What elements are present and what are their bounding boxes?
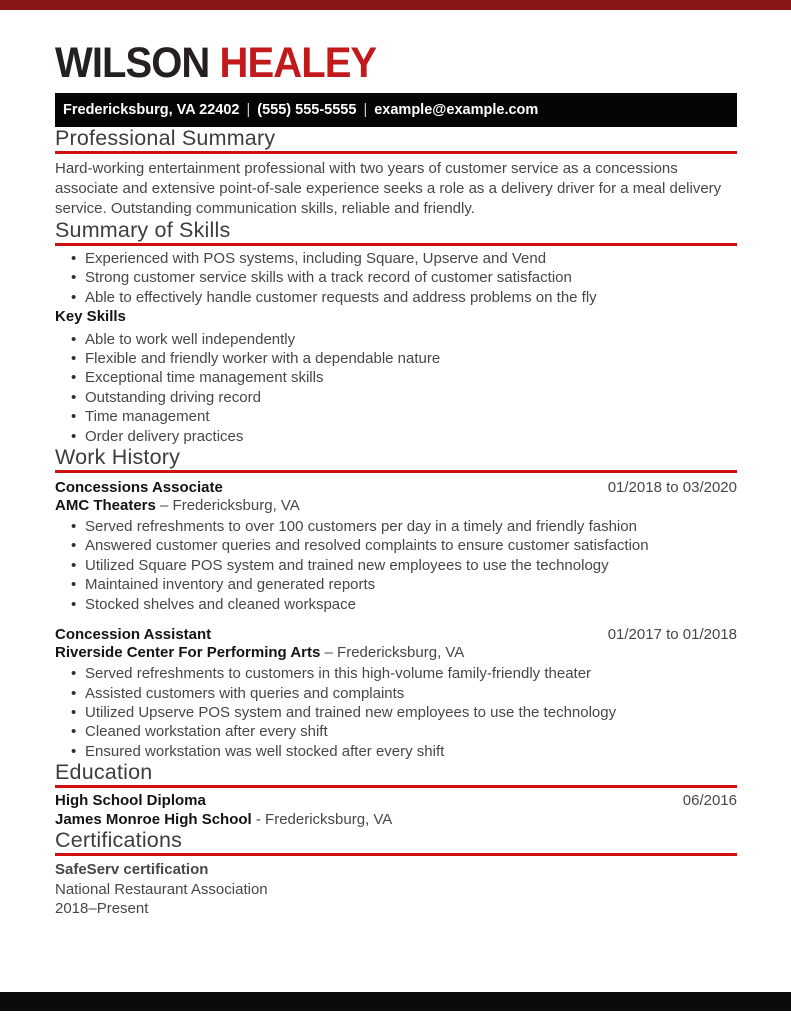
- list-item: • Utilized Square POS system and trained new employees to use the technology: [55, 556, 737, 575]
- list-item: • Order delivery practices: [55, 427, 737, 446]
- list-item: • Assisted customers with queries and complaints: [55, 684, 737, 703]
- skills-bullet-list: [55, 249, 737, 307]
- certification-period: 2018–Present: [55, 899, 149, 917]
- job-employer: Riverside Center For Performing Arts: [55, 644, 321, 662]
- contact-phone: (555) 555-5555: [257, 102, 357, 118]
- job-location: Fredericksburg, VA: [172, 497, 300, 515]
- education-school: James Monroe High School: [55, 811, 252, 829]
- key-skills-bullet-list: [55, 330, 737, 446]
- education-header-row: [55, 792, 737, 810]
- job-employer-line: [55, 644, 737, 662]
- education-location: Fredericksburg, VA: [265, 811, 393, 829]
- list-item: • Served refreshments to over 100 customers per day in a timely and friendly fashion: [55, 517, 737, 536]
- job-dates: 01/2018 to 03/2020: [607, 479, 737, 497]
- candidate-first-name: WILSON: [55, 39, 210, 87]
- job-title: Concession Assistant: [55, 626, 212, 644]
- section-title-education: Education: [55, 761, 737, 788]
- list-item: • Strong customer service skills with a track record of customer satisfaction: [55, 268, 737, 287]
- bottom-footer-bar: [0, 992, 791, 1011]
- list-item: • Maintained inventory and generated reports: [55, 575, 737, 594]
- job-header-row: [55, 626, 737, 644]
- job-header-row: [55, 479, 737, 497]
- job-entry: [55, 626, 737, 761]
- job-title: Concessions Associate: [55, 479, 223, 497]
- section-title-work-history: Work History: [55, 446, 737, 473]
- job-employer: AMC Theaters: [55, 497, 156, 515]
- certification-name: SafeServ certification: [55, 861, 209, 879]
- list-item: • Able to work well independently: [55, 330, 737, 349]
- list-item: • Experienced with POS systems, including Square, Upserve and Vend: [55, 249, 737, 268]
- job-bullet-list: [55, 517, 737, 614]
- job-dates: 01/2017 to 01/2018: [607, 626, 737, 644]
- section-title-certifications: Certifications: [55, 829, 737, 856]
- school-location-separator: -: [255, 811, 261, 829]
- professional-summary-text: Hard-working entertainment professional with two years of customer service as a concessions associate and extensive point-of-sale experience seeks a role as a delivery driver for a meal delivery service. Outstanding communication skills, reliable and friendly.: [55, 160, 722, 217]
- employer-location-separator: –: [324, 644, 333, 662]
- key-skills-label: Key Skills: [55, 308, 126, 326]
- education-school-line: [55, 811, 737, 829]
- candidate-last-name: HEALEY: [219, 39, 377, 87]
- list-item: • Flexible and friendly worker with a dependable nature: [55, 349, 737, 368]
- list-item: • Outstanding driving record: [55, 388, 737, 407]
- contact-bar: [55, 93, 737, 127]
- education-entry: [55, 792, 737, 829]
- list-item: • Able to effectively handle customer requests and address problems on the fly: [55, 288, 737, 307]
- list-item: • Time management: [55, 407, 737, 426]
- list-item: • Exceptional time management skills: [55, 368, 737, 387]
- list-item: • Answered customer queries and resolved complaints to ensure customer satisfaction: [55, 536, 737, 555]
- list-item: • Ensured workstation was well stocked after every shift: [55, 742, 737, 761]
- candidate-name: [55, 40, 689, 87]
- list-item: • Cleaned workstation after every shift: [55, 722, 737, 741]
- contact-location: Fredericksburg, VA 22402: [63, 102, 240, 118]
- contact-email: example@example.com: [374, 102, 539, 118]
- employer-location-separator: –: [160, 497, 169, 515]
- section-title-professional-summary: Professional Summary: [55, 127, 737, 154]
- list-item: • Served refreshments to customers in this high-volume family-friendly theater: [55, 664, 737, 683]
- section-title-summary-of-skills: Summary of Skills: [55, 219, 737, 246]
- job-entry: [55, 479, 737, 614]
- job-employer-line: [55, 497, 737, 515]
- list-item: • Stocked shelves and cleaned workspace: [55, 595, 737, 614]
- contact-separator: |: [246, 102, 251, 118]
- education-degree: High School Diploma: [55, 792, 206, 810]
- education-date: 06/2016: [682, 792, 737, 810]
- list-item: • Utilized Upserve POS system and trained new employees to use the technology: [55, 703, 737, 722]
- certification-entry: [55, 860, 737, 918]
- top-accent-bar: [0, 0, 791, 10]
- job-location: Fredericksburg, VA: [337, 644, 465, 662]
- job-bullet-list: [55, 664, 737, 761]
- contact-separator: |: [363, 102, 368, 118]
- certification-issuer: National Restaurant Association: [55, 880, 268, 898]
